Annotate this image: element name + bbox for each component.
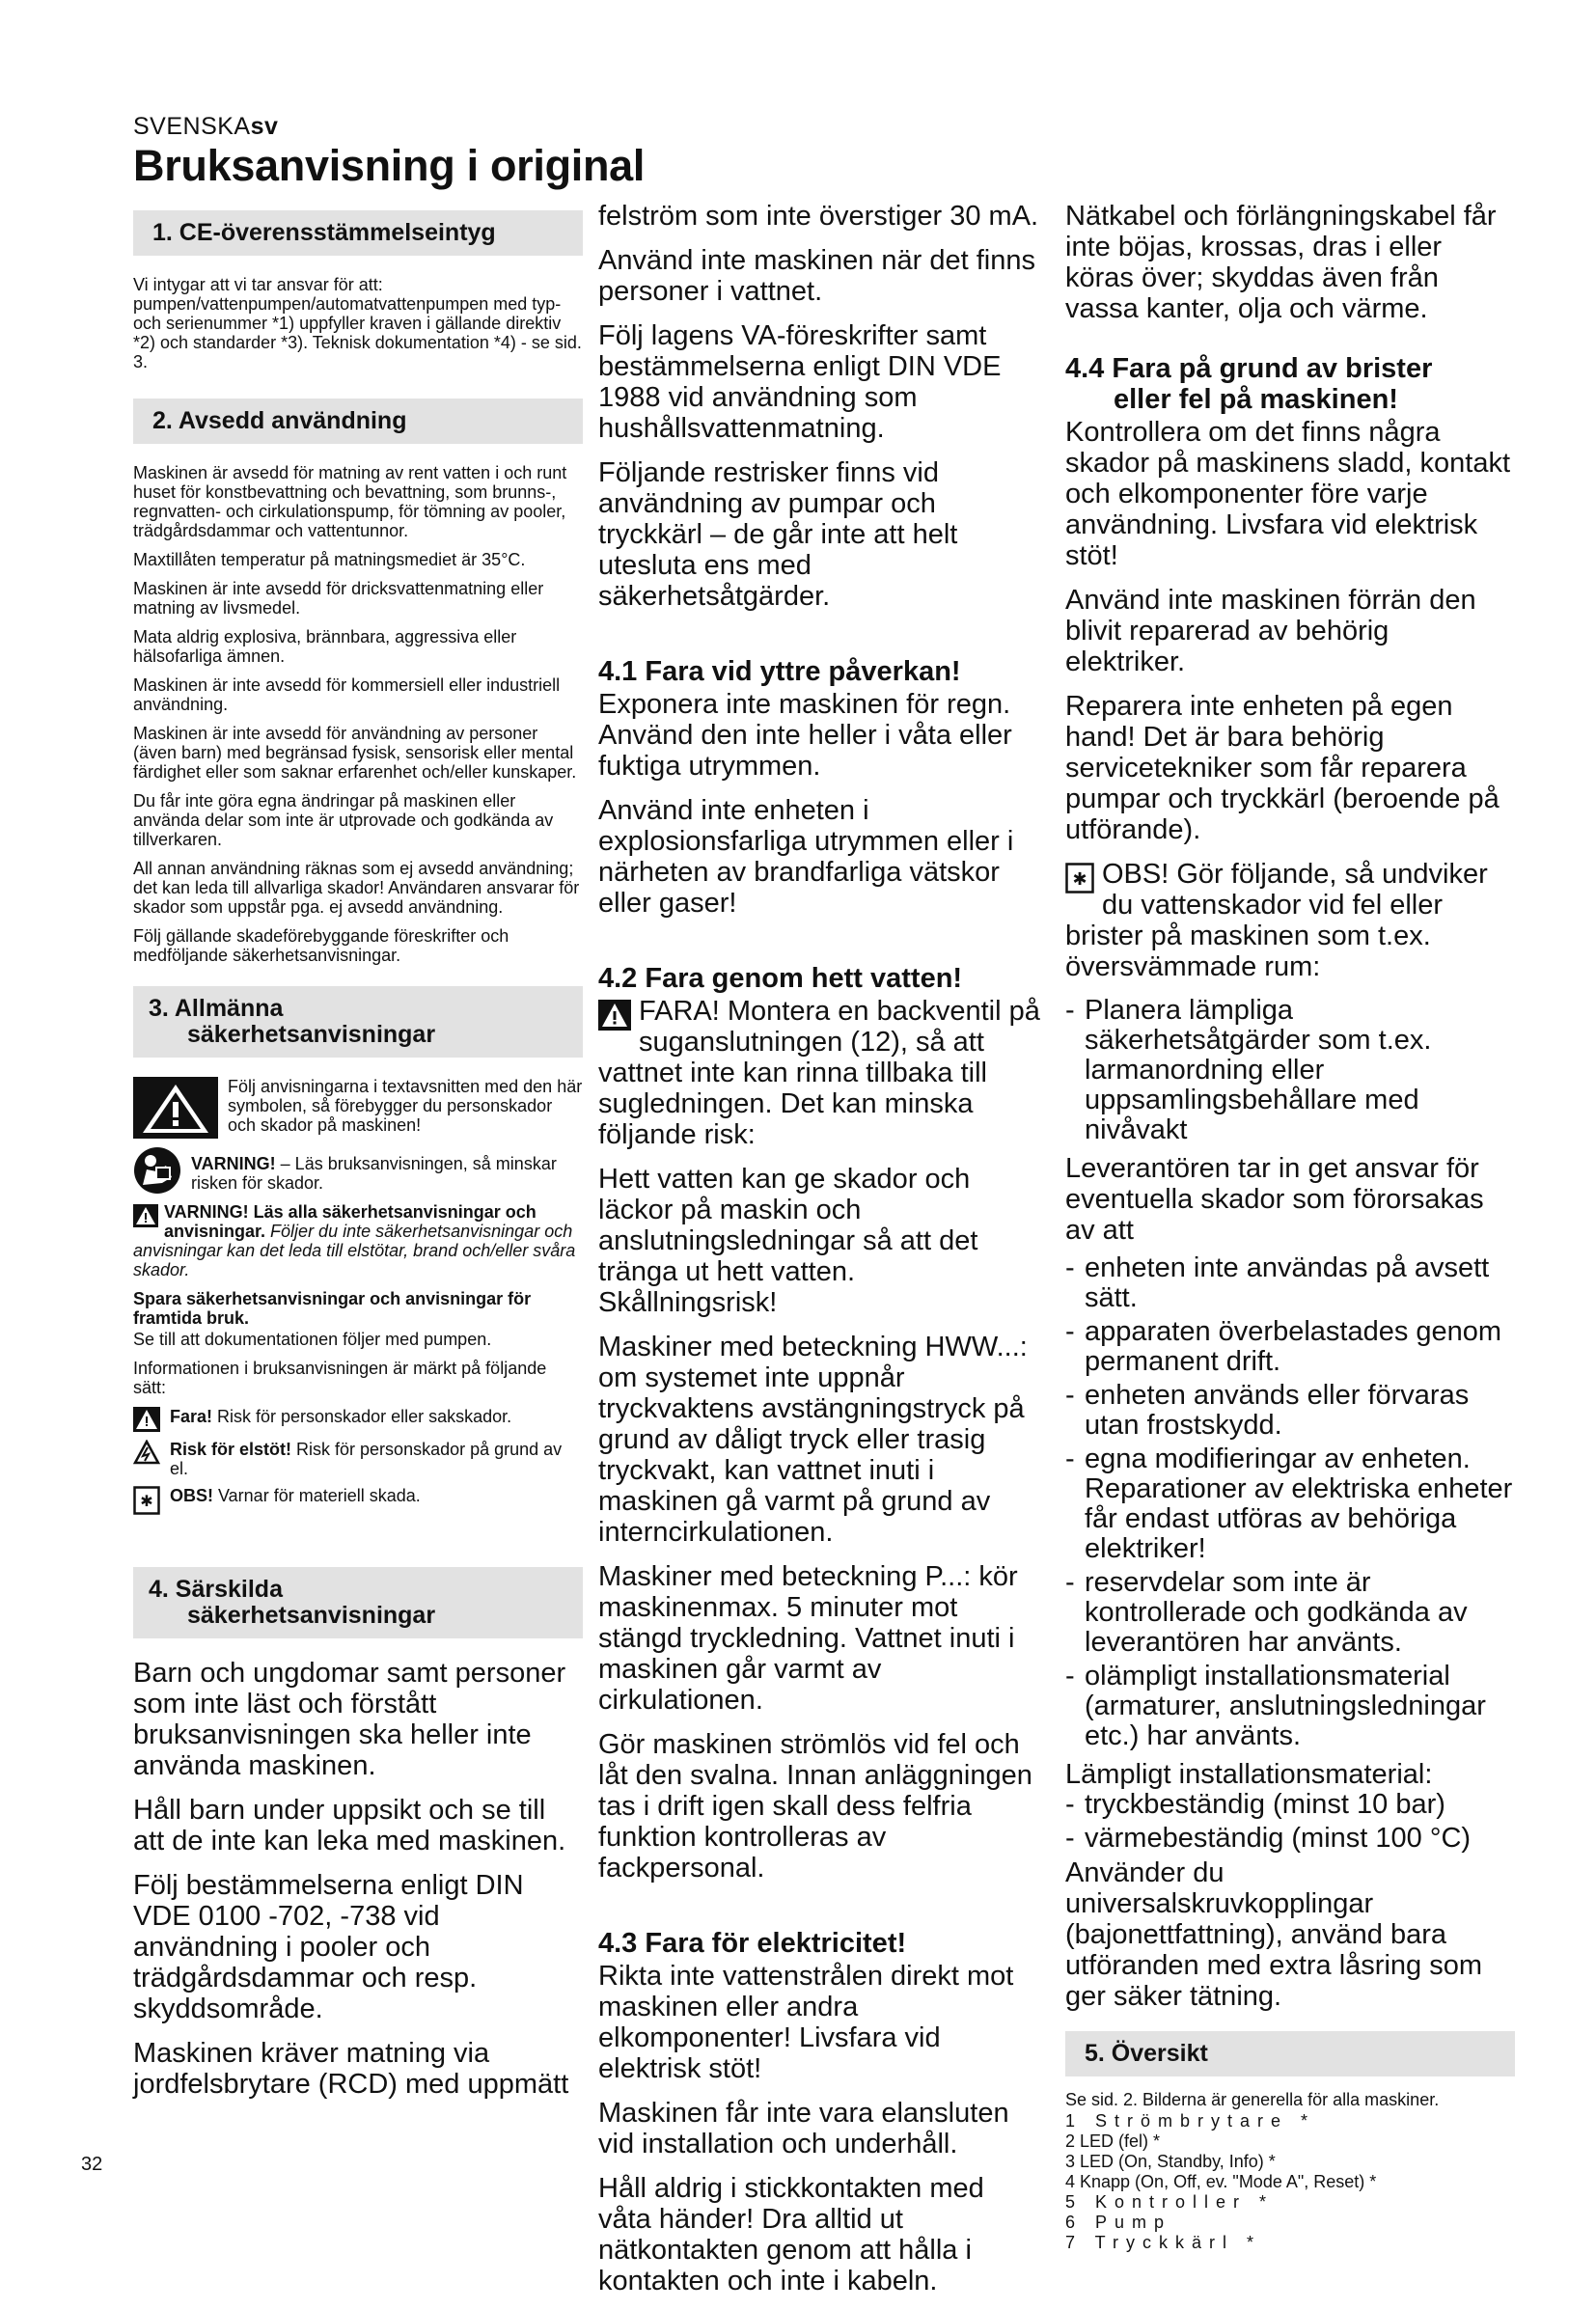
list-item: - Planera lämpliga säkerhetsåtgärder som t.ex. larmanordning eller uppsamlingsbehållare med nivåvakt — [1065, 996, 1515, 1145]
install-title: Lämpligt installationsmaterial: — [1065, 1759, 1433, 1790]
list-item: 3 LED (On, Standby, Info) * — [1065, 2152, 1276, 2171]
paragraph: Kontrollera om det finns några skador på maskinens sladd, kontakt och elkomponenter före varje användning. Livsfara vid elektrisk stöt! — [1065, 417, 1511, 571]
paragraph: Exponera inte maskinen för regn. Använd den inte heller i våta eller fuktiga utrymmen. — [598, 689, 1012, 782]
paragraph: Gör maskinen strömlös vid fel och låt den svalna. Innan anläggningen tas i drift igen skall dess felfria funktion kontrolleras av fackpersonal. — [598, 1729, 1032, 1884]
paragraph: Informationen i bruksanvisningen är märkt på följande sätt: — [133, 1359, 547, 1397]
list-item: 5 Kontroller * — [1065, 2192, 1275, 2212]
notice-icon — [133, 1486, 160, 1515]
paragraph: Leverantören tar in get ansvar för eventuella skador som förorsakas av att — [1065, 1153, 1484, 1246]
paragraph: Nätkabel och förlängningskabel får inte böjas, krossas, dras i eller köras över; skyddas även från vassa kanter, olja och värme. — [1065, 201, 1497, 324]
section-4-heading: 4. Särskilda säkerhetsanvisningar — [133, 1567, 583, 1638]
page-title: Bruksanvisning i original — [133, 141, 646, 190]
notice-icon — [1065, 863, 1094, 894]
list-item: - reservdelar som inte är kontrollerade och godkända av leverantören har använts. — [1065, 1568, 1515, 1658]
warning-all-instructions: VARNING! Läs alla säkerhetsanvisningar och anvisningar. Följer du inte säkerhetsanvisningar och anvisningar kan det leda till elstötar, brand och/eller svåra skador. — [133, 1202, 576, 1279]
paragraph: Maskinen är inte avsedd för dricksvattenmatning eller matning av livsmedel. — [133, 579, 544, 618]
svg-text:✱: ✱ — [140, 1492, 153, 1510]
column-middle — [598, 201, 1040, 2310]
warning-triangle-icon — [133, 1407, 160, 1432]
warning-triangle-icon — [133, 1204, 158, 1227]
paragraph: Använder du universalskruvkopplingar (bajonettfattning), använd bara utföranden med extra låsring som ger säker tätning. — [1065, 1857, 1482, 2012]
language-label: SVENSKAsv — [133, 113, 279, 140]
paragraph: Följ bestämmelserna enligt DIN VDE 0100 -702, -738 vid användning i pooler och trädgårdsdammar och resp. skyddsområde. — [133, 1870, 524, 2024]
paragraph: Maskinen kräver matning via jordfelsbrytare (RCD) med uppmätt — [133, 2038, 569, 2100]
obs-note: ✱ OBS! Gör följande, så undviker du vattenskador vid fel eller brister på maskinen som t.ex. översvämmade rum: — [1065, 859, 1488, 982]
paragraph: All annan användning räknas som ej avsedd användning; det kan leda till allvarliga skador! Användaren ansvarar för skador som uppstår pga. ej avsedd användning. — [133, 859, 580, 917]
paragraph: Maskinen är avsedd för matning av rent vatten i och runt huset för konstbevattning och bevattning, som brunns-, regnvatten- och cirkulationspump, för tömning av pooler, trädgårdsdammar och vattentunnor. — [133, 463, 567, 540]
danger-note: FARA! Montera en backventil på suganslutningen (12), så att vattnet inte kan rinna tillbaka till sugledningen. Det kan minska följande risk: — [598, 996, 1040, 1150]
list-item: 2 LED (fel) * — [1065, 2131, 1161, 2151]
list-item: 1 Strömbrytare * — [1065, 2111, 1316, 2131]
paragraph: Följ gällande skadeförebyggande föreskrifter och medföljande säkerhetsanvisningar. — [133, 926, 509, 965]
paragraph: Maskinen får inte vara elansluten vid installation och underhåll. — [598, 2098, 1009, 2159]
list-item: - värmebeständig (minst 100 °C) — [1065, 1824, 1515, 1854]
paragraph: Maskinen är inte avsedd för kommersiell eller industriell användning. — [133, 675, 561, 714]
list-item: 4 Knapp (On, Off, ev. "Mode A", Reset) * — [1065, 2172, 1377, 2191]
section-1-heading: 1. CE-överensstämmelseintyg — [133, 210, 583, 256]
paragraph: Använd inte enheten i explosionsfarliga utrymmen eller i närheten av brandfarliga vätskor eller gaser! — [598, 795, 1014, 919]
electric-shock-icon — [133, 1440, 160, 1465]
page-number: 32 — [81, 2154, 103, 2175]
warning-triangle-icon — [598, 1000, 631, 1031]
paragraph: Rikta inte vattenstrålen direkt mot maskinen eller andra elkomponenter! Livsfara vid elektrisk stöt! — [598, 1961, 1014, 2084]
ce-declaration-text: Vi intygar att vi tar ansvar för att: pumpen/vattenpumpen/automatvattenpumpen med typ- och serienummer *1) uppfyller kraven i gällande direktiv *2) och standarder *3). Teknisk dokumentation *4) - se sid. 3. — [133, 275, 582, 371]
section-4-4-heading: 4.4 Fara på grund av brister eller fel på maskinen! — [1065, 353, 1433, 415]
read-manual-icon — [133, 1146, 181, 1195]
paragraph: Följande restrisker finns vid användning av pumpar och tryckkärl – de går inte att helt utesluta ens med säkerhetsåtgärder. — [598, 457, 958, 612]
list-item: - apparaten överbelastades genom permanent drift. — [1065, 1317, 1515, 1377]
precaution-list — [1065, 996, 1515, 1145]
list-item: 7 Tryckkärl * — [1065, 2233, 1262, 2252]
paragraph: Du får inte göra egna ändringar på maskinen eller använda delar som inte är utprovade och godkända av tillverkaren. — [133, 791, 554, 849]
list-item: - enheten används eller förvaras utan frostskydd. — [1065, 1381, 1515, 1441]
column-left — [133, 201, 583, 2113]
paragraph: Använd inte maskinen förrän den blivit reparerad av behörig elektriker. — [1065, 585, 1476, 677]
list-item: - olämpligt installationsmaterial (armaturer, anslutningsledningar etc.) har använts. — [1065, 1662, 1515, 1751]
legend-fara: Fara! Risk för personskador eller sakskador. — [133, 1407, 583, 1432]
paragraph: Håll barn under uppsikt och se till att de inte kan leka med maskinen. — [133, 1795, 566, 1856]
section-4-1-heading: 4.1 Fara vid yttre påverkan! — [598, 656, 961, 687]
column-right — [1065, 201, 1515, 2253]
paragraph: Maskinen är inte avsedd för användning av personer (även barn) med begränsad fysisk, sensorisk eller mental färdighet eller som saknar erfarenhet och/eller kunskaper. — [133, 724, 577, 782]
section-3-heading: 3. Allmänna säkerhetsanvisningar — [133, 986, 583, 1058]
overview-list — [1065, 2111, 1515, 2253]
list-item: - tryckbeständig (minst 10 bar) — [1065, 1790, 1515, 1820]
install-list — [1065, 1790, 1515, 1854]
paragraph: Använd inte maskinen när det finns personer i vattnet. — [598, 245, 1035, 307]
warning-text: – Läs bruksanvisningen, så minskar risken för skador. — [191, 1154, 557, 1193]
paragraph: Maskiner med beteckning HWW...: om systemet inte uppnår tryckvaktens avstängningstryck på grund av dåligt tryck eller trasig tryckvakt, kan vattnet inuti i maskinen gå varmt på grund av interncirkulationen. — [598, 1332, 1028, 1548]
liability-list — [1065, 1253, 1515, 1751]
list-item: 6 Pump — [1065, 2213, 1172, 2232]
warning-label: VARNING! — [191, 1154, 276, 1173]
warning-read-manual — [133, 1146, 583, 1195]
section-4-2-heading: 4.2 Fara genom hett vatten! — [598, 963, 963, 994]
paragraph: Maskiner med beteckning P...: kör maskinenmax. 5 minuter mot stängd tryckledning. Vattnet inuti i maskinen går varmt av cirkulationen. — [598, 1561, 1018, 1716]
paragraph: Följ lagens VA-föreskrifter samt bestämmelserna enligt DIN VDE 1988 vid användning som hushållsvattenmatning. — [598, 320, 1002, 444]
section-2-heading: 2. Avsedd användning — [133, 399, 583, 444]
paragraph: Barn och ungdomar samt personer som inte läst och förstått bruksanvisningen ska heller inte använda maskinen. — [133, 1658, 566, 1781]
overview-text: Se sid. 2. Bilderna är generella för alla maskiner. — [1065, 2090, 1440, 2109]
legend-elstot: Risk för elstöt! Risk för personskador på grund av el. — [133, 1440, 583, 1478]
safety-symbol-note — [133, 1077, 583, 1139]
paragraph: Hett vatten kan ge skador och läckor på maskin och anslutningsledningar så att det tränga ut hett vatten. Skållningsrisk! — [598, 1164, 978, 1318]
paragraph: felström som inte överstiger 30 mA. — [598, 201, 1039, 232]
warning-triangle-icon — [133, 1077, 218, 1139]
paragraph: Reparera inte enheten på egen hand! Det är bara behörig servicetekniker som får reparera pumpar och tryckkärl (beroende på utförande). — [1065, 691, 1500, 845]
symbol-note-text: Följ anvisningarna i textavsnitten med den här symbolen, så förebygger du personskador och skador på maskinen! — [228, 1077, 583, 1135]
section-5-heading: 5. Översikt — [1065, 2031, 1515, 2076]
paragraph: Se till att dokumentationen följer med pumpen. — [133, 1330, 492, 1349]
save-instructions: Spara säkerhetsanvisningar och anvisningar för framtida bruk. — [133, 1289, 532, 1328]
list-item: - egna modifieringar av enheten. Reparationer av elektriska enheter får endast utföras av behöriga elektriker! — [1065, 1444, 1515, 1564]
svg-text:✱: ✱ — [1072, 869, 1087, 890]
paragraph: Mata aldrig explosiva, brännbara, aggressiva eller hälsofarliga ämnen. — [133, 627, 517, 666]
section-4-3-heading: 4.3 Fara för elektricitet! — [598, 1928, 907, 1959]
paragraph: Maxtillåten temperatur på matningsmediet är 35°C. — [133, 550, 526, 569]
list-item: - enheten inte användas på avsett sätt. — [1065, 1253, 1515, 1313]
legend-obs: ✱ OBS! Varnar för materiell skada. — [133, 1486, 583, 1515]
paragraph: Håll aldrig i stickkontakten med våta händer! Dra alltid ut nätkontakten genom att hålla i kontakten och inte i kabeln. — [598, 2173, 984, 2296]
